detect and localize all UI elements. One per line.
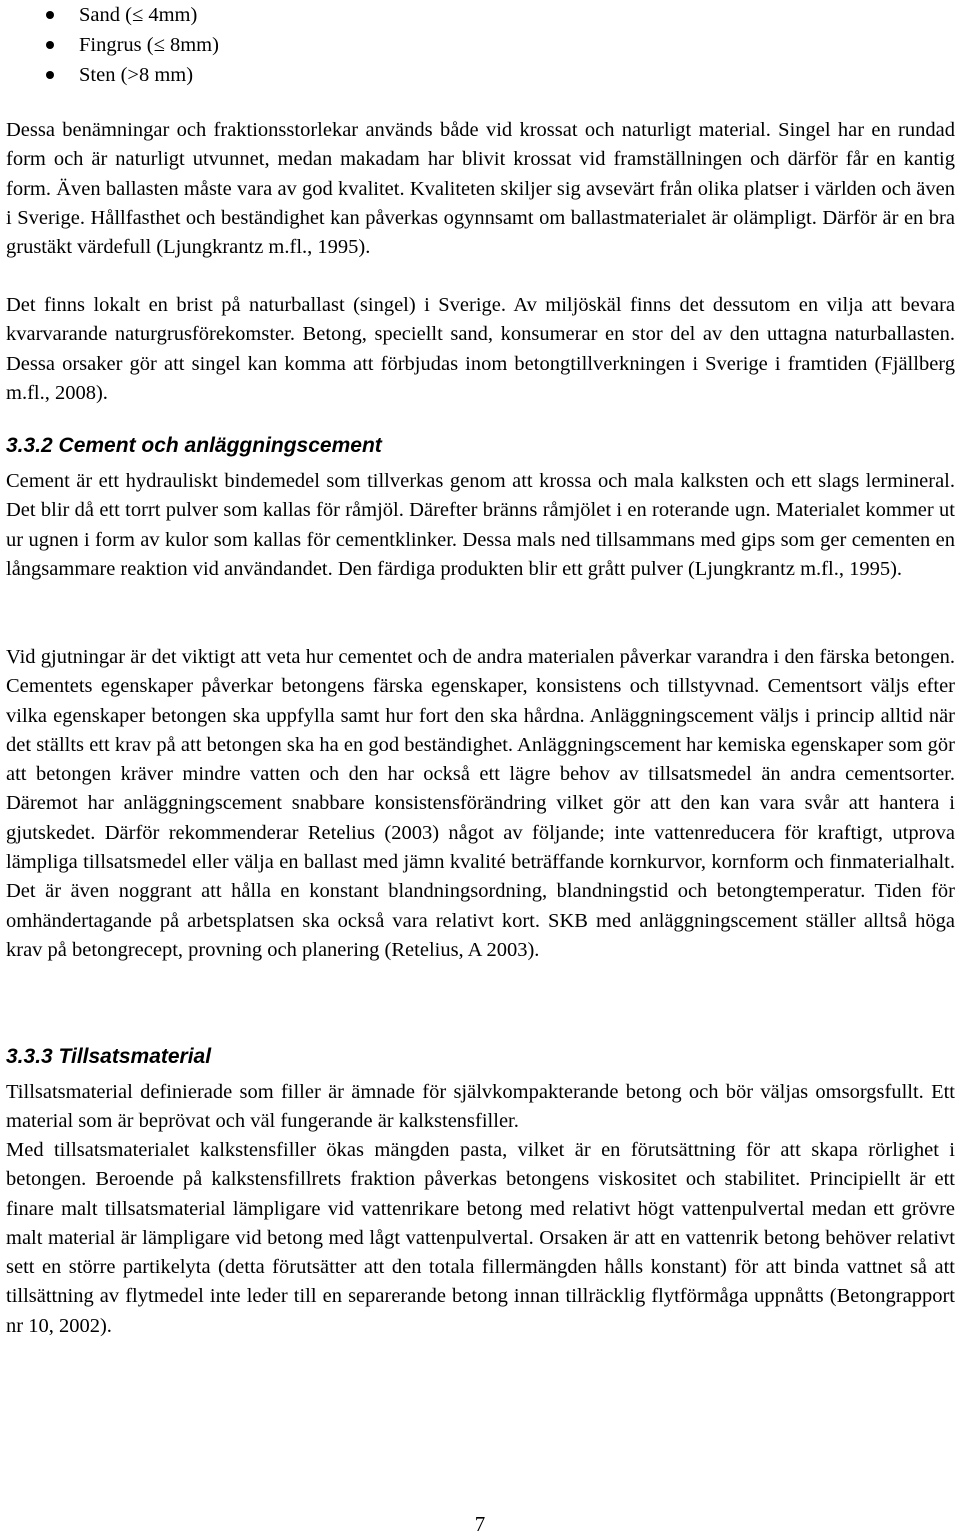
paragraph-aggregate-quality: Dessa benämningar och fraktionsstorlekar används både vid krossat och naturligt material. Singel har en rundad form och är naturligt utvunnet, medan makadam har blivit krossat vid framställningen och därför får en kantig form. Även ballasten måste vara av god kvalitet. Kvaliteten skiljer sig avsevärt från olika platser i världen och även i Sverige. Hållfasthet och beständighet kan påverkas ogynnsamt om ballastmaterialet är olämpligt. Därför är en bra grustäkt värdefull (Ljungkrantz m.fl., 1995). xyxy=(6,119,955,259)
list-item xyxy=(6,30,219,60)
section-heading-cement: 3.3.2 Cement och anläggningscement xyxy=(6,434,382,457)
paragraph-natural-aggregate-shortage: Det finns lokalt en brist på naturballast (singel) i Sverige. Av miljöskäl finns det dessutom en vilja att bevara kvarvarande naturgrusförekomster. Betong, speciellt sand, konsumerar en stor del av den uttagna naturballasten. Dessa orsaker gör att singel kan komma att förbjudas inom betongtillverkningen i Sverige i framtiden (Fjällberg m.fl., 2008). xyxy=(6,294,955,404)
page-number: 7 xyxy=(474,1512,486,1536)
list-item-text: Sand (≤ 4mm) xyxy=(79,4,198,26)
list-item xyxy=(6,60,219,90)
aggregate-size-list xyxy=(6,0,219,90)
list-item xyxy=(6,0,219,30)
list-item-text: Sten (>8 mm) xyxy=(79,64,194,86)
paragraph-limestone-filler: Med tillsatsmaterialet kalkstensfiller ökas mängden pasta, vilket är en förutsättning för att skapa rörlighet i betongen. Beroende på kalkstensfillrets fraktion påverkas betongens viskositet och stabilitet. Principiellt är ett finare malt tillsatsmaterial lämpligare vid vattenrikare betong med relativt högt vattenpulvertal medan ett grövre malt material är lämpligare vid betong med lågt vattenpulvertal. Orsaken är att en vattenrik betong behöver relativt sett en större partikelyta (detta förutsätter att den totala fillermängden hålls konstant) för att binda vattnet så att tillsättning av flytmedel inte leder till en separerande betong innan tillräcklig flytförmåga uppnåtts (Betongrapport nr 10, 2002). xyxy=(6,1139,955,1337)
bullet-icon xyxy=(46,11,54,19)
list-item-text: Fingrus (≤ 8mm) xyxy=(79,34,219,56)
paragraph-filler-definition: Tillsatsmaterial definierade som filler är ämnade för självkompakterande betong och bör väljas omsorgsfullt. Ett material som är beprövat och väl fungerande är kalkstensfiller. xyxy=(6,1081,955,1133)
section-heading-additives: 3.3.3 Tillsatsmaterial xyxy=(6,1045,212,1068)
bullet-icon xyxy=(46,71,54,79)
bullet-icon xyxy=(46,41,54,49)
paragraph-cement-properties: Vid gjutningar är det viktigt att veta hur cementet och de andra materialen påverkar varandra i den färska betongen. Cementets egenskaper påverkar betongens färska egenskaper, konsistens och tillstyvnad. Cementsort väljs efter vilka egenskaper betongen ska uppfylla samt hur fort den ska hårdna. Anläggningscement väljs i princip alltid när det ställts ett krav på att betongen ska ha en god beständighet. Anläggningscement har kemiska egenskaper som gör att betongen kräver mindre vatten och den har också ett lägre behov av tillsatsmedel än andra cementsorter. Däremot har anläggningscement snabbare konsistensförändring vilket gör att den kan vara svår att hantera i gjutskedet. Därför rekommenderar Retelius (2003) något av följande; inte vattenreducera för kraftigt, utprova lämpliga tillsatsmedel eller välja en ballast med jämn kvalité beträffande kornkurvor, kornform och finmaterialhalt. Det är även noggrant att hålla en konstant blandningsordning, blandningstid och betongtemperatur. Tiden för omhändertagande på arbetsplatsen ska också vara relativt kort. SKB med anläggningscement ställer alltså höga krav på betongrecept, provning och planering (Retelius, A 2003). xyxy=(6,646,955,961)
paragraph-cement-production: Cement är ett hydrauliskt bindemedel som tillverkas genom att krossa och mala kalksten och ett slags lermineral. Det blir då ett torrt pulver som kallas för råmjöl. Därefter bränns råmjölet i en roterande ugn. Materialet kommer ut ur ugnen i form av kulor som kallas för cementklinker. Dessa mals ned tillsammans med gips som ger cementen en långsammare reaktion vid användandet. Den färdiga produkten blir ett grått pulver (Ljungkrantz m.fl., 1995). xyxy=(6,470,955,580)
